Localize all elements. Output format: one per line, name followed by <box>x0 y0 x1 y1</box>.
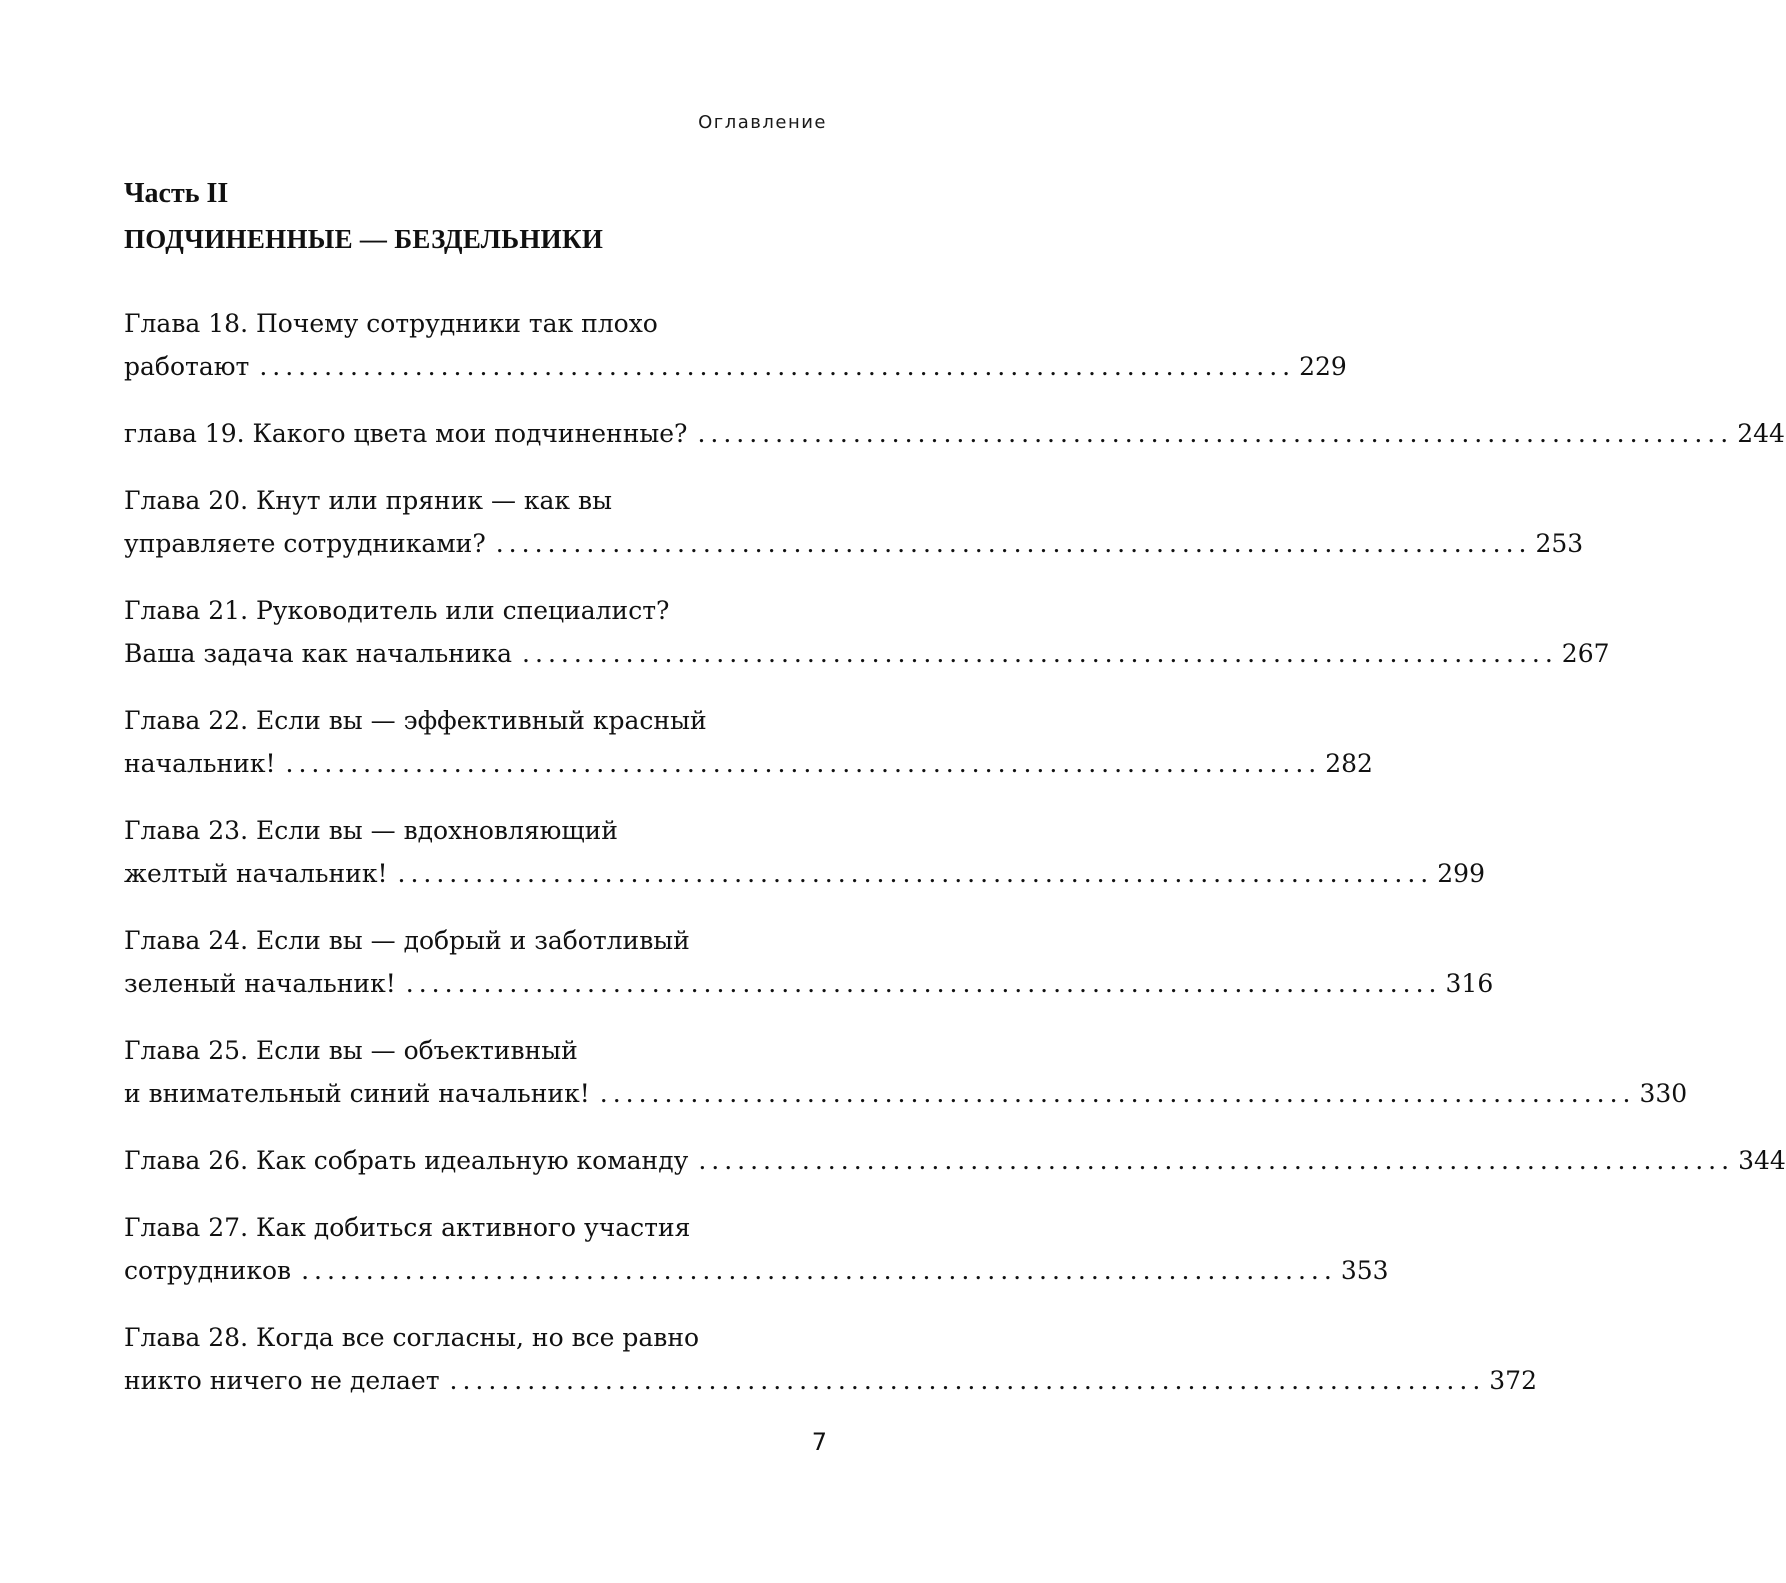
toc-entry-chapter-22[interactable] <box>124 699 1373 785</box>
toc-page-number: 267 <box>1561 639 1610 668</box>
toc-entry-title-line: управляете сотрудниками? <box>124 529 486 558</box>
toc-entry-chapter-28[interactable] <box>124 1316 1537 1402</box>
part-label: Часть II <box>124 178 229 209</box>
toc-entry-title-line: Глава 23. Если вы — вдохновляющий <box>124 816 618 845</box>
toc-entry-title-line: работают <box>124 352 250 381</box>
toc-page-number: 344 <box>1738 1146 1786 1175</box>
toc-page-number: 353 <box>1340 1256 1389 1285</box>
toc-entry-title-line: глава 19. Какого цвета мои подчиненные? <box>124 419 688 448</box>
toc-entry-chapter-25[interactable] <box>124 1029 1688 1115</box>
toc-page-number: 299 <box>1437 859 1485 888</box>
dot-leader: ................................................................................ <box>698 1146 1735 1175</box>
toc-entry-title-line: Глава 24. Если вы — добрый и заботливый <box>124 926 690 955</box>
toc-entry-title-line: Глава 20. Кнут или пряник — как вы <box>124 486 612 515</box>
dot-leader: ................................................................................ <box>397 859 1434 888</box>
part-heading <box>124 172 603 262</box>
dot-leader: ................................................................................ <box>697 419 1734 448</box>
dot-leader: ................................................................................ <box>301 1256 1337 1285</box>
toc-entry-title-line: Глава 27. Как добиться активного участия <box>124 1213 691 1242</box>
toc-page-number: 229 <box>1299 352 1347 381</box>
toc-page-number: 244 <box>1737 419 1785 448</box>
toc-page-number: 253 <box>1535 529 1584 558</box>
dot-leader: ................................................................................ <box>522 639 1558 668</box>
toc-entry-title-line: Глава 26. Как собрать идеальную команду <box>124 1146 689 1175</box>
dot-leader: ................................................................................ <box>405 969 1442 998</box>
toc-entry-title-line: Глава 22. Если вы — эффективный красный <box>124 706 707 735</box>
toc-page-number: 282 <box>1325 749 1373 778</box>
toc-entry-chapter-19[interactable] <box>124 412 1785 455</box>
toc-entry-chapter-20[interactable] <box>124 479 1584 565</box>
toc-entry-chapter-23[interactable] <box>124 809 1485 895</box>
dot-leader: ................................................................................ <box>259 352 1296 381</box>
toc-entry-title-line: и внимательный синий начальник! <box>124 1079 590 1108</box>
toc-entry-title-line: Глава 28. Когда все согласны, но все равно <box>124 1323 700 1352</box>
toc-entry-chapter-24[interactable] <box>124 919 1494 1005</box>
toc-entry-title-line: желтый начальник! <box>124 859 388 888</box>
toc-entry-title-line: Глава 21. Руководитель или специалист? <box>124 596 670 625</box>
toc-entry-title-line: зеленый начальник! <box>124 969 396 998</box>
toc-page-number: 316 <box>1445 969 1494 998</box>
running-head: Оглавление <box>698 112 827 133</box>
dot-leader: ................................................................................ <box>495 529 1532 558</box>
table-of-contents <box>124 302 1786 1426</box>
toc-entry-chapter-27[interactable] <box>124 1206 1389 1292</box>
toc-entry-title-line: Глава 18. Почему сотрудники так плохо <box>124 309 658 338</box>
dot-leader: ................................................................................ <box>285 749 1322 778</box>
toc-entry-title-line: никто ничего не делает <box>124 1366 440 1395</box>
toc-entry-title-line: Ваша задача как начальника <box>124 639 513 668</box>
dot-leader: ................................................................................ <box>449 1366 1486 1395</box>
toc-page-number: 330 <box>1639 1079 1688 1108</box>
toc-entry-title-line: Глава 25. Если вы — объективный <box>124 1036 578 1065</box>
dot-leader: ................................................................................ <box>599 1079 1636 1108</box>
toc-entry-chapter-21[interactable] <box>124 589 1610 675</box>
toc-entry-chapter-26[interactable] <box>124 1139 1786 1182</box>
page-number: 7 <box>811 1428 827 1456</box>
toc-page-number: 372 <box>1489 1366 1537 1395</box>
toc-entry-title-line: сотрудников <box>124 1256 292 1285</box>
toc-entry-title-line: начальник! <box>124 749 276 778</box>
part-title: ПОДЧИНЕННЫЕ — БЕЗДЕЛЬНИКИ <box>124 224 604 254</box>
toc-entry-chapter-18[interactable] <box>124 302 1347 388</box>
